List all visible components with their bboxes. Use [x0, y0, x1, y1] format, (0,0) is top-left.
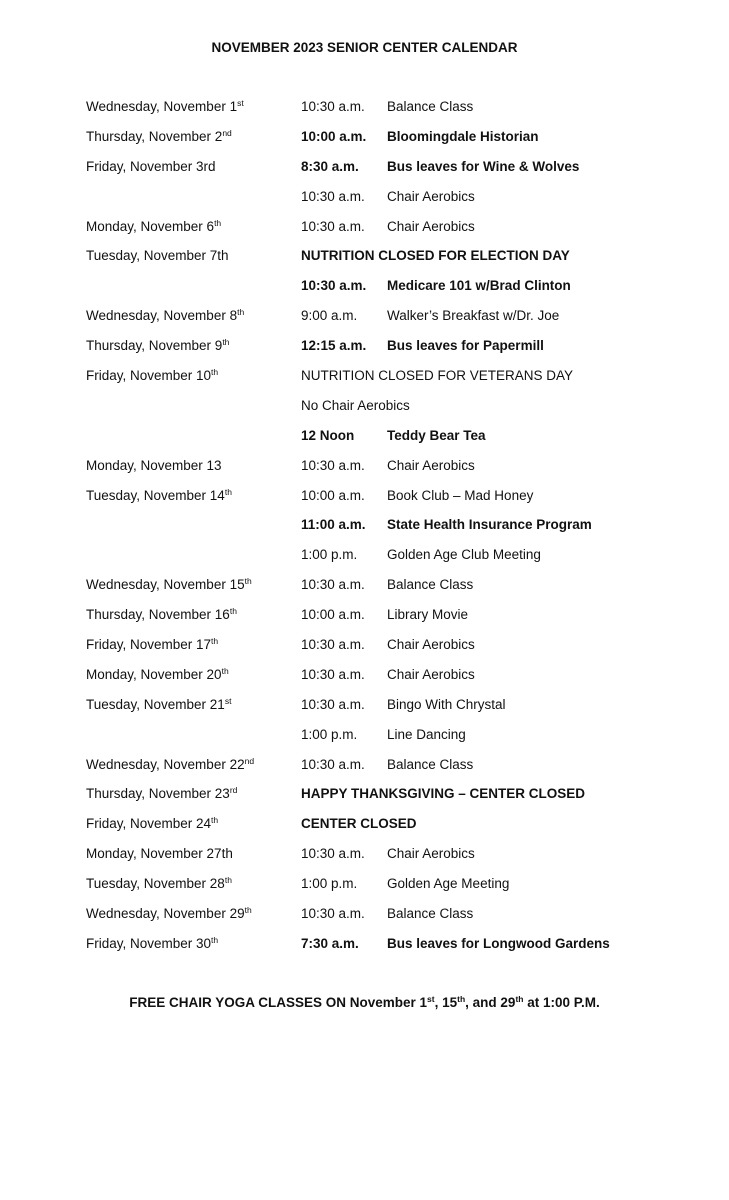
day-label — [86, 301, 244, 331]
event-title: Book Club – Mad Honey — [387, 487, 534, 503]
event-time: 10:30 a.m. — [301, 666, 365, 682]
calendar-list — [86, 92, 686, 959]
day-text: Wednesday, November 22 — [86, 756, 245, 772]
event-title: Bingo With Chrystal — [387, 696, 506, 712]
footer-text-4: at 1:00 P.M. — [523, 995, 600, 1010]
day-ordinal: th — [211, 367, 219, 378]
calendar-row — [86, 182, 686, 212]
day-text: Monday, November 6 — [86, 218, 215, 234]
footer-note — [0, 995, 729, 1010]
event-title: Balance Class — [387, 756, 474, 772]
day-label — [86, 152, 216, 182]
event-title: Bus leaves for Papermill — [387, 338, 544, 354]
day-text: Tuesday, November 14 — [86, 487, 225, 503]
event-title: Library Movie — [387, 607, 469, 623]
day-text: Thursday, November 16 — [86, 607, 230, 623]
day-text: Thursday, November 9 — [86, 338, 223, 354]
calendar-row — [86, 451, 686, 481]
day-label — [86, 241, 229, 271]
event-title: Chair Aerobics — [387, 218, 475, 234]
event-time: 9:00 a.m. — [301, 308, 358, 324]
notice-text: NUTRITION CLOSED FOR ELECTION DAY — [301, 248, 570, 264]
calendar-row — [86, 391, 686, 421]
day-label — [86, 122, 232, 152]
calendar-row — [86, 720, 686, 750]
day-label — [86, 929, 218, 959]
day-text: Tuesday, November 28 — [86, 876, 225, 892]
calendar-row — [86, 331, 686, 361]
event-time: 1:00 p.m. — [301, 876, 358, 892]
day-label — [86, 212, 221, 242]
event-time: 10:30 a.m. — [301, 846, 365, 862]
day-ordinal: th — [229, 606, 237, 617]
day-text: Monday, November 13 — [86, 457, 222, 473]
event-title: Chair Aerobics — [387, 637, 475, 653]
calendar-row — [86, 929, 686, 959]
event-title: Teddy Bear Tea — [387, 427, 486, 443]
calendar-row — [86, 600, 686, 630]
event-time: 10:30 a.m. — [301, 218, 365, 234]
day-ordinal: th — [224, 486, 232, 497]
day-label — [86, 660, 229, 690]
event-time: 10:30 a.m. — [301, 577, 365, 593]
day-text: Tuesday, November 21 — [86, 696, 225, 712]
calendar-row — [86, 630, 686, 660]
day-ordinal: th — [221, 665, 229, 676]
day-label — [86, 600, 237, 630]
day-label — [86, 690, 231, 720]
day-ordinal: th — [244, 576, 252, 587]
calendar-row — [86, 92, 686, 122]
event-time: 10:00 a.m. — [301, 607, 365, 623]
footer-text-3: , and 29 — [465, 995, 516, 1010]
event-title: Golden Age Club Meeting — [387, 547, 541, 563]
day-ordinal: th — [224, 875, 232, 886]
calendar-row — [86, 540, 686, 570]
event-title: Medicare 101 w/Brad Clinton — [387, 278, 571, 294]
footer-text-2: , 15 — [434, 995, 458, 1010]
day-label — [86, 331, 229, 361]
day-ordinal: th — [244, 905, 252, 916]
day-text: Monday, November 20 — [86, 666, 222, 682]
event-time: 8:30 a.m. — [301, 158, 359, 174]
calendar-row — [86, 361, 686, 391]
event-title: Balance Class — [387, 99, 474, 114]
event-time: 10:00 a.m. — [301, 487, 365, 503]
day-text: Thursday, November 2 — [86, 128, 223, 144]
calendar-row — [86, 690, 686, 720]
event-time: 10:30 a.m. — [301, 906, 365, 922]
footer-sup-2: th — [457, 994, 466, 1004]
day-ordinal: th — [222, 337, 230, 348]
day-text: Friday, November 10 — [86, 368, 212, 384]
day-ordinal: th — [237, 307, 245, 318]
event-time: 10:30 a.m. — [301, 756, 365, 772]
footer-sup-3: th — [515, 994, 524, 1004]
day-label — [86, 92, 244, 122]
day-ordinal: th — [211, 815, 219, 826]
calendar-row — [86, 750, 686, 780]
day-label — [86, 779, 237, 809]
event-time: 10:30 a.m. — [301, 457, 365, 473]
day-ordinal: th — [211, 934, 219, 945]
day-label — [86, 869, 232, 899]
page-title: NOVEMBER 2023 SENIOR CENTER CALENDAR — [211, 40, 518, 55]
calendar-row — [86, 122, 686, 152]
day-label — [86, 451, 222, 481]
event-title: Balance Class — [387, 577, 474, 593]
day-text: Wednesday, November 29 — [86, 906, 245, 922]
day-label — [86, 839, 233, 869]
event-title: Chair Aerobics — [387, 846, 475, 862]
notice-text: CENTER CLOSED — [301, 816, 417, 832]
event-title: Chair Aerobics — [387, 457, 475, 473]
calendar-row — [86, 212, 686, 242]
day-text: Thursday, November 23 — [86, 786, 230, 802]
event-time: 10:00 a.m. — [301, 128, 367, 144]
day-label — [86, 750, 254, 780]
event-time: 12:15 a.m. — [301, 338, 367, 354]
day-text: Friday, November 3rd — [86, 158, 216, 174]
day-label — [86, 899, 252, 929]
notice-text: HAPPY THANKSGIVING – CENTER CLOSED — [301, 786, 586, 802]
day-text: Wednesday, November 1 — [86, 99, 238, 114]
day-label — [86, 361, 218, 391]
calendar-row — [86, 839, 686, 869]
event-time: 1:00 p.m. — [301, 726, 358, 742]
event-title: State Health Insurance Program — [387, 517, 592, 533]
calendar-row — [86, 899, 686, 929]
day-ordinal: rd — [229, 785, 238, 796]
event-time: 10:30 a.m. — [301, 188, 365, 204]
calendar-row — [86, 152, 686, 182]
event-time: 10:30 a.m. — [301, 637, 365, 653]
calendar-row — [86, 301, 686, 331]
calendar-row — [86, 271, 686, 301]
event-time: 12 Noon — [301, 427, 355, 443]
day-label — [86, 630, 218, 660]
footer-text-1: FREE CHAIR YOGA CLASSES ON November 1 — [129, 995, 428, 1010]
day-text: Wednesday, November 8 — [86, 308, 238, 324]
event-time: 10:30 a.m. — [301, 99, 365, 114]
event-title: Walker’s Breakfast w/Dr. Joe — [387, 308, 560, 324]
event-time: 11:00 a.m. — [301, 517, 366, 533]
event-title: Chair Aerobics — [387, 188, 475, 204]
day-text: Friday, November 24 — [86, 816, 212, 832]
day-ordinal: st — [237, 98, 244, 108]
footer-sup-1: st — [427, 994, 435, 1004]
calendar-row — [86, 779, 686, 809]
day-label — [86, 809, 218, 839]
day-ordinal: nd — [222, 127, 232, 138]
event-time: 10:30 a.m. — [301, 278, 367, 294]
event-title: Bloomingdale Historian — [387, 128, 539, 144]
event-title: Golden Age Meeting — [387, 876, 510, 892]
event-title: Bus leaves for Wine & Wolves — [387, 158, 580, 174]
event-title: Chair Aerobics — [387, 666, 475, 682]
day-ordinal: th — [214, 217, 222, 228]
calendar-row — [86, 809, 686, 839]
day-text: Tuesday, November 7th — [86, 248, 229, 264]
calendar-row — [86, 869, 686, 899]
notice-text: No Chair Aerobics — [301, 397, 410, 413]
day-label — [86, 481, 232, 511]
day-text: Monday, November 27th — [86, 846, 233, 862]
calendar-row — [86, 481, 686, 511]
event-title: Bus leaves for Longwood Gardens — [387, 935, 610, 951]
calendar-row — [86, 660, 686, 690]
day-ordinal: th — [211, 636, 219, 647]
event-time: 1:00 p.m. — [301, 547, 358, 563]
day-ordinal: st — [224, 695, 232, 706]
event-time: 10:30 a.m. — [301, 696, 365, 712]
day-text: Wednesday, November 15 — [86, 577, 245, 593]
event-title: Line Dancing — [387, 726, 466, 742]
day-text: Friday, November 30 — [86, 935, 212, 951]
day-ordinal: nd — [244, 755, 255, 766]
day-text: Friday, November 17 — [86, 637, 212, 653]
notice-text: NUTRITION CLOSED FOR VETERANS DAY — [301, 368, 574, 384]
calendar-row — [86, 241, 686, 271]
calendar-row — [86, 510, 686, 540]
calendar-row — [86, 570, 686, 600]
event-title: Balance Class — [387, 906, 474, 922]
day-label — [86, 570, 252, 600]
calendar-row — [86, 421, 686, 451]
event-time: 7:30 a.m. — [301, 935, 359, 951]
